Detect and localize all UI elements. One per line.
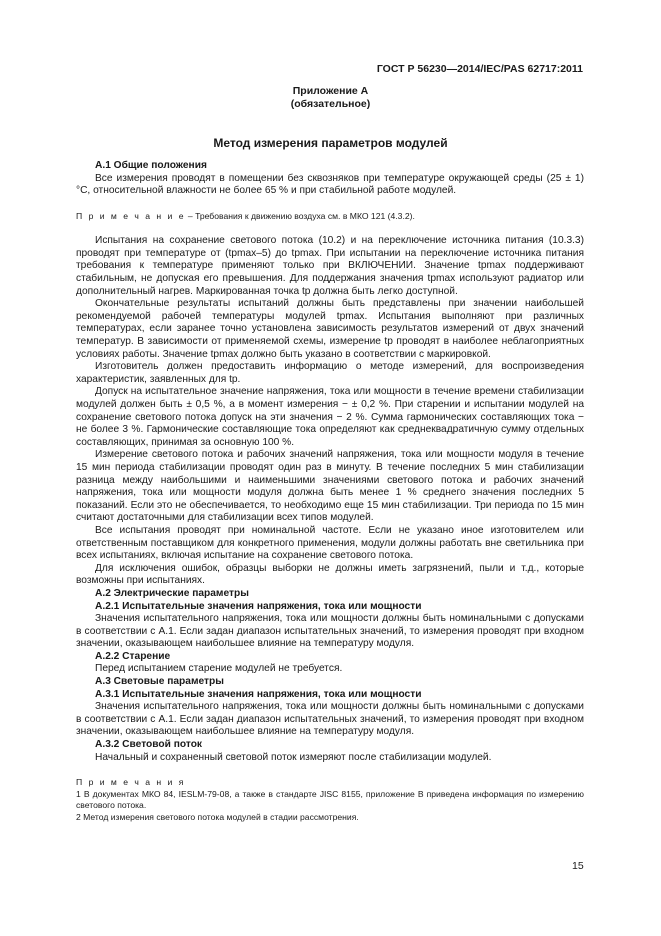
paragraph-stability: Испытания на сохранение светового потока (10.2) и на переключение источника питания (10.3.3) проводят при температуре от (tpmax–5) до tpmax. При испытании на переключение источника питания требования к температуре применяют только при ВКЛЮЧЕНИИ. Значение tpmax поддерживают стабильным, не допуская его превышения. Для поддержания значения tpmax используют радиатор или дополнительный нагрев. Маркированная точка tp должна быть легко доступной. bbox=[76, 235, 584, 297]
section-a22-heading: А.2.2 Старение bbox=[95, 650, 171, 662]
paragraph-measurement: Измерение светового потока и рабочих значений напряжения, тока или мощности модуля в течение 15 мин периода стабилизации проводят один раз в минуту. В течение последних 5 мин стабилизации разница между наибольшими и наименьшими значениями светового потока и рабочих значений напряжения, тока или мощности модуля должна быть менее 1 % среднего значения последних 5 показаний. Если это не обеспечивается, то необходимо еще 15 мин стабилизации. Три периода по 15 мин считают достаточными для стабилизации всех типов модулей. bbox=[76, 449, 584, 524]
paragraph-errors: Для исключения ошибок, образцы выборки не должны иметь загрязнений, пыли и т.д., которые возможны при испытаниях. bbox=[76, 562, 584, 587]
section-a22-text: Перед испытанием старение модулей не требуется. bbox=[95, 663, 343, 675]
section-a32-text: Начальный и сохраненный световой поток измеряют после стабилизации модулей. bbox=[95, 751, 492, 763]
section-a21-text: Значения испытательного напряжения, тока или мощности должны быть номинальными с допусками в соответствии с А.1. Если задан диапазон испытательных значений, то измерения проводят при входном значении, оказывающем наибольшее влияние на температуру модуля. bbox=[76, 613, 584, 650]
notes-label: П р и м е ч а н и я bbox=[76, 777, 186, 788]
note-item-1: 1 В документах МКО 84, IESLM-79-08, а также в стандарте JISC 8155, приложение В приведена информация по измерению светового потока. bbox=[76, 788, 584, 811]
section-a31-heading: А.3.1 Испытательные значения напряжения, тока или мощности bbox=[95, 688, 422, 700]
note-1-label: П р и м е ч а н и е bbox=[76, 210, 186, 221]
paragraph-tolerance: Допуск на испытательное значение напряжения, тока или мощности в течение времени стабилизации модулей должен быть ± 0,5 %, а в момент измерения − ± 0,2 %. При старении и испытании модулей на сохранение светового потока допуск на эти значения − 2 %. Сумма гармонических составляющих тока − не более 3 %. Гармонические составляющие тока определяют как среднеквадратичную сумму отдельных составляющих, принимая за основную 100 %. bbox=[76, 386, 584, 448]
section-a1-heading: А.1 Общие положения bbox=[95, 160, 207, 171]
note-1 bbox=[76, 211, 584, 223]
paragraph-manufacturer: Изготовитель должен предоставить информацию о методе измерений, для воспроизведения характеристик, заявленных для tp. bbox=[76, 361, 584, 385]
note-1-text: – Требования к движению воздуха см. в МКО 121 (4.3.2). bbox=[185, 210, 415, 221]
annex-title: Приложение А bbox=[292, 85, 369, 97]
annex-status: (обязательное) bbox=[290, 98, 371, 110]
section-a1-paragraph: Все измерения проводят в помещении без сквозняков при температуре окружающей среды (25 ± 1) °C, относительной влажности не более 65 % и при стабильной работе модулей. bbox=[76, 172, 584, 197]
annex-heading bbox=[0, 85, 661, 111]
section-a2-heading: А.2 Электрические параметры bbox=[95, 587, 249, 599]
section-a31-text: Значения испытательного напряжения, тока или мощности должны быть номинальными с допусками в соответствии с А.1. Если задан диапазон испытательных значений, то измерения проводят при входном значении, оказывающем наибольшее влияние на температуру модуля. bbox=[76, 701, 584, 738]
section-a32-heading: А.3.2 Световой поток bbox=[95, 739, 203, 751]
page-number: 15 bbox=[572, 860, 584, 872]
section-a21-heading: А.2.1 Испытательные значения напряжения, тока или мощности bbox=[95, 600, 422, 612]
paragraph-frequency: Все испытания проводят при номинальной частоте. Если не указано иное изготовителем или ответственным поставщиком для конкретного применения, модули должны работать вне светильника при всех испытаниях, включая испытание на сохранение светового потока. bbox=[76, 524, 584, 562]
section-a3-heading: А.3 Световые параметры bbox=[95, 676, 224, 688]
document-body bbox=[76, 160, 584, 823]
standard-header: ГОСТ Р 56230—2014/IEC/PAS 62717:2011 bbox=[376, 63, 583, 75]
document-title: Метод измерения параметров модулей bbox=[213, 136, 448, 150]
note-item-2: 2 Метод измерения светового потока модулей в стадии рассмотрения. bbox=[76, 811, 359, 822]
paragraph-final-results: Окончательные результаты испытаний должны быть представлены при значении наибольшей рекомендуемой рабочей температуры модулей tpmax. Испытания выполняют при различных температурах, если заранее точно установлена зависимость результатов измерений от двух значений температур. В зависимости от применяемой схемы, измерение tp проводят в наиболее неблагоприятных условиях работы. Значение tpmax должно быть указано в соответствии с маркировкой. bbox=[76, 298, 584, 360]
